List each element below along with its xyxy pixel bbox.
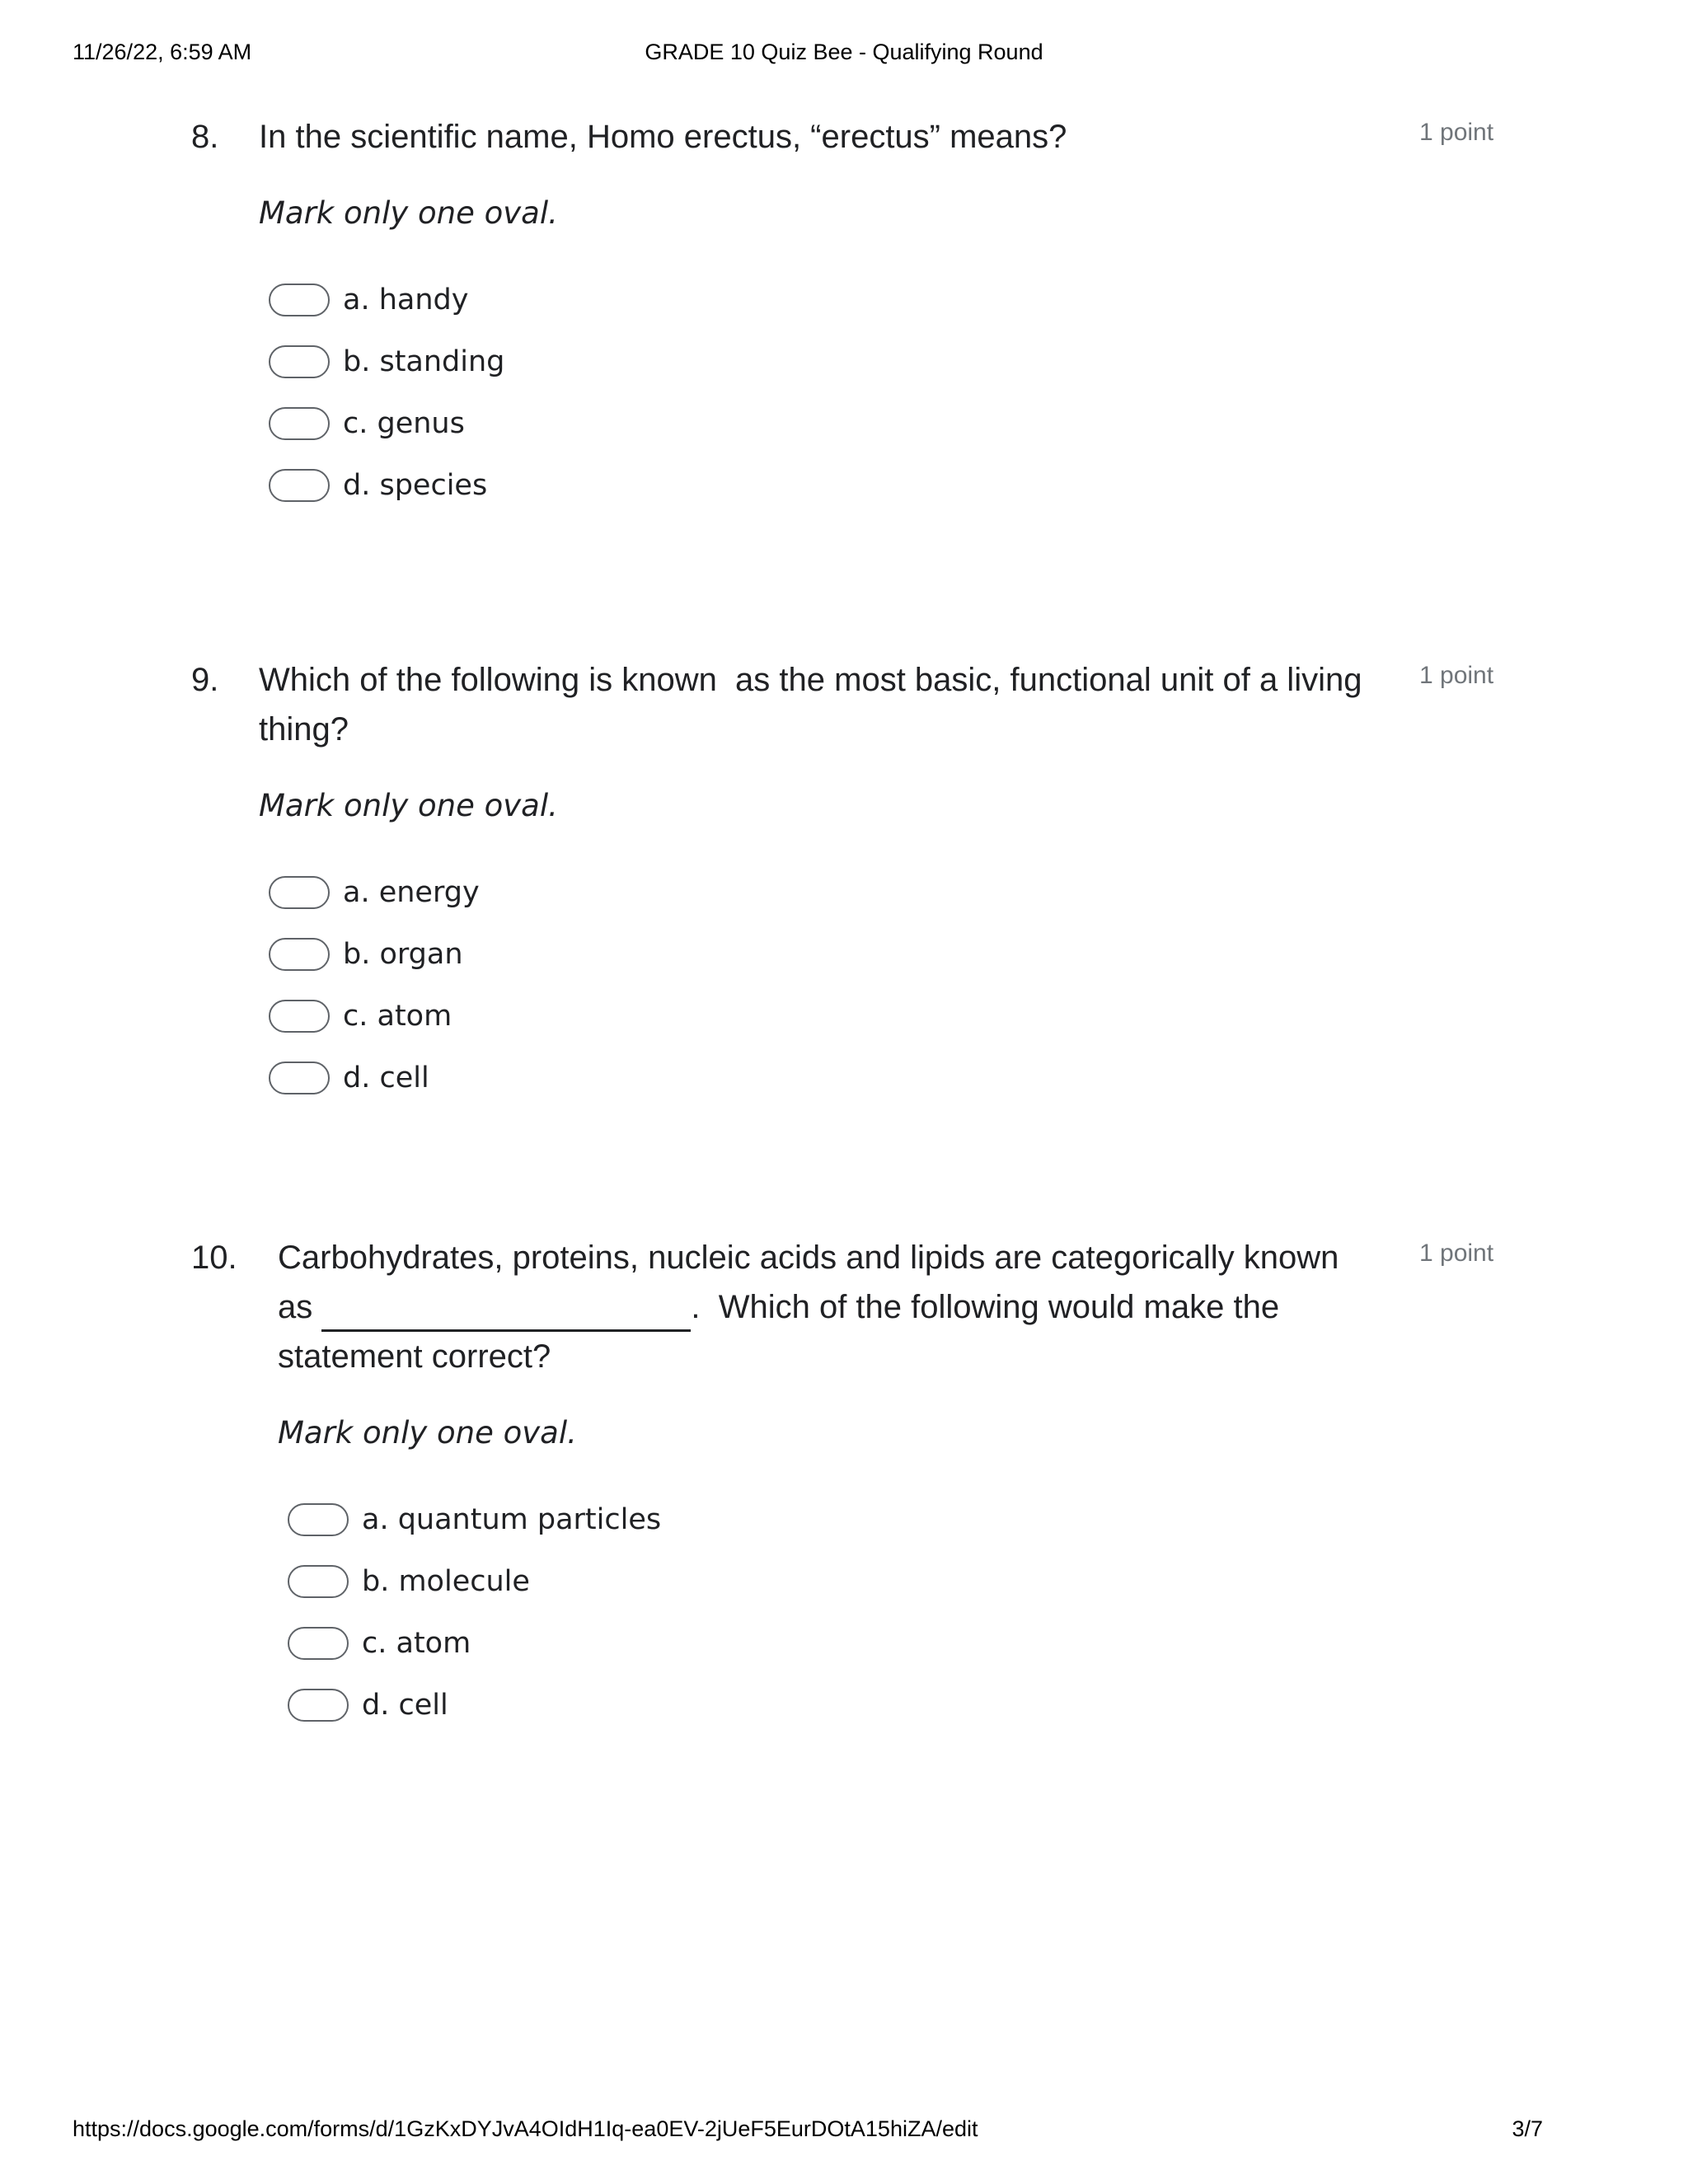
points-label: 1 point	[1419, 1240, 1494, 1267]
question-number: 8.	[191, 119, 219, 155]
question-title-part1: Carbohydrates, proteins, nucleic acids and lipids are categorically known as	[278, 1240, 1348, 1325]
option-label: b. standing	[343, 344, 505, 378]
option-list	[259, 269, 1396, 516]
radio-oval[interactable]	[269, 1000, 330, 1033]
radio-oval[interactable]	[288, 1689, 349, 1722]
radio-oval[interactable]	[269, 284, 330, 316]
question-instruction: Mark only one oval.	[259, 195, 558, 231]
option-label: c. atom	[362, 1626, 471, 1660]
question-number: 9.	[191, 662, 219, 698]
fill-in-blank	[321, 1291, 691, 1332]
question-title: In the scientific name, Homo erectus, “erectus” means?	[259, 119, 1067, 155]
print-datetime: 11/26/22, 6:59 AM	[73, 40, 252, 64]
option-item[interactable]	[278, 1488, 1597, 1550]
question-title	[278, 1233, 1382, 1381]
points-label: 1 point	[1419, 662, 1494, 689]
option-item[interactable]	[278, 1550, 1597, 1612]
question-body	[259, 112, 1396, 516]
option-item[interactable]	[278, 1612, 1597, 1674]
radio-oval[interactable]	[288, 1503, 349, 1536]
option-list	[259, 861, 1396, 1108]
form-title: GRADE 10 Quiz Bee - Qualifying Round	[645, 40, 1043, 64]
option-item[interactable]	[278, 1674, 1597, 1736]
option-item[interactable]	[259, 392, 1396, 454]
option-item[interactable]	[259, 269, 1396, 330]
option-label: d. cell	[362, 1688, 448, 1722]
radio-oval[interactable]	[288, 1565, 349, 1598]
option-label: b. organ	[343, 937, 463, 971]
question-body	[278, 1233, 1597, 1736]
radio-oval[interactable]	[269, 876, 330, 909]
radio-oval[interactable]	[269, 938, 330, 971]
page-number: 3/7	[1512, 2116, 1543, 2141]
question-number: 10.	[191, 1240, 237, 1276]
question-title-part2: . Which of the following would make the statement correct?	[278, 1289, 1289, 1375]
radio-oval[interactable]	[269, 345, 330, 378]
print-header	[73, 40, 1615, 73]
radio-oval[interactable]	[269, 1062, 330, 1094]
question-title: Which of the following is known as the most basic, functional unit of a living thing?	[259, 662, 1372, 748]
option-label: a. handy	[343, 283, 469, 316]
radio-oval[interactable]	[269, 469, 330, 502]
option-item[interactable]	[259, 330, 1396, 392]
points-label: 1 point	[1419, 119, 1494, 146]
option-item[interactable]	[259, 1047, 1396, 1108]
option-label: a. energy	[343, 875, 480, 909]
option-label: a. quantum particles	[362, 1502, 662, 1536]
question-instruction: Mark only one oval.	[278, 1415, 577, 1451]
radio-oval[interactable]	[288, 1627, 349, 1660]
question-body	[259, 655, 1396, 1108]
option-label: d. species	[343, 468, 488, 502]
option-item[interactable]	[259, 861, 1396, 923]
option-item[interactable]	[259, 923, 1396, 985]
option-label: c. genus	[343, 406, 465, 440]
page-url: https://docs.google.com/forms/d/1GzKxDYJvA4OIdH1Iq-ea0EV-2jUeF5EurDOtA15hiZA/edit	[73, 2116, 978, 2141]
option-label: d. cell	[343, 1061, 429, 1094]
option-list	[278, 1488, 1597, 1736]
option-item[interactable]	[259, 985, 1396, 1047]
option-label: c. atom	[343, 999, 452, 1033]
print-footer	[73, 2116, 1615, 2149]
option-label: b. molecule	[362, 1564, 530, 1598]
radio-oval[interactable]	[269, 407, 330, 440]
question-instruction: Mark only one oval.	[259, 788, 558, 823]
option-item[interactable]	[259, 454, 1396, 516]
